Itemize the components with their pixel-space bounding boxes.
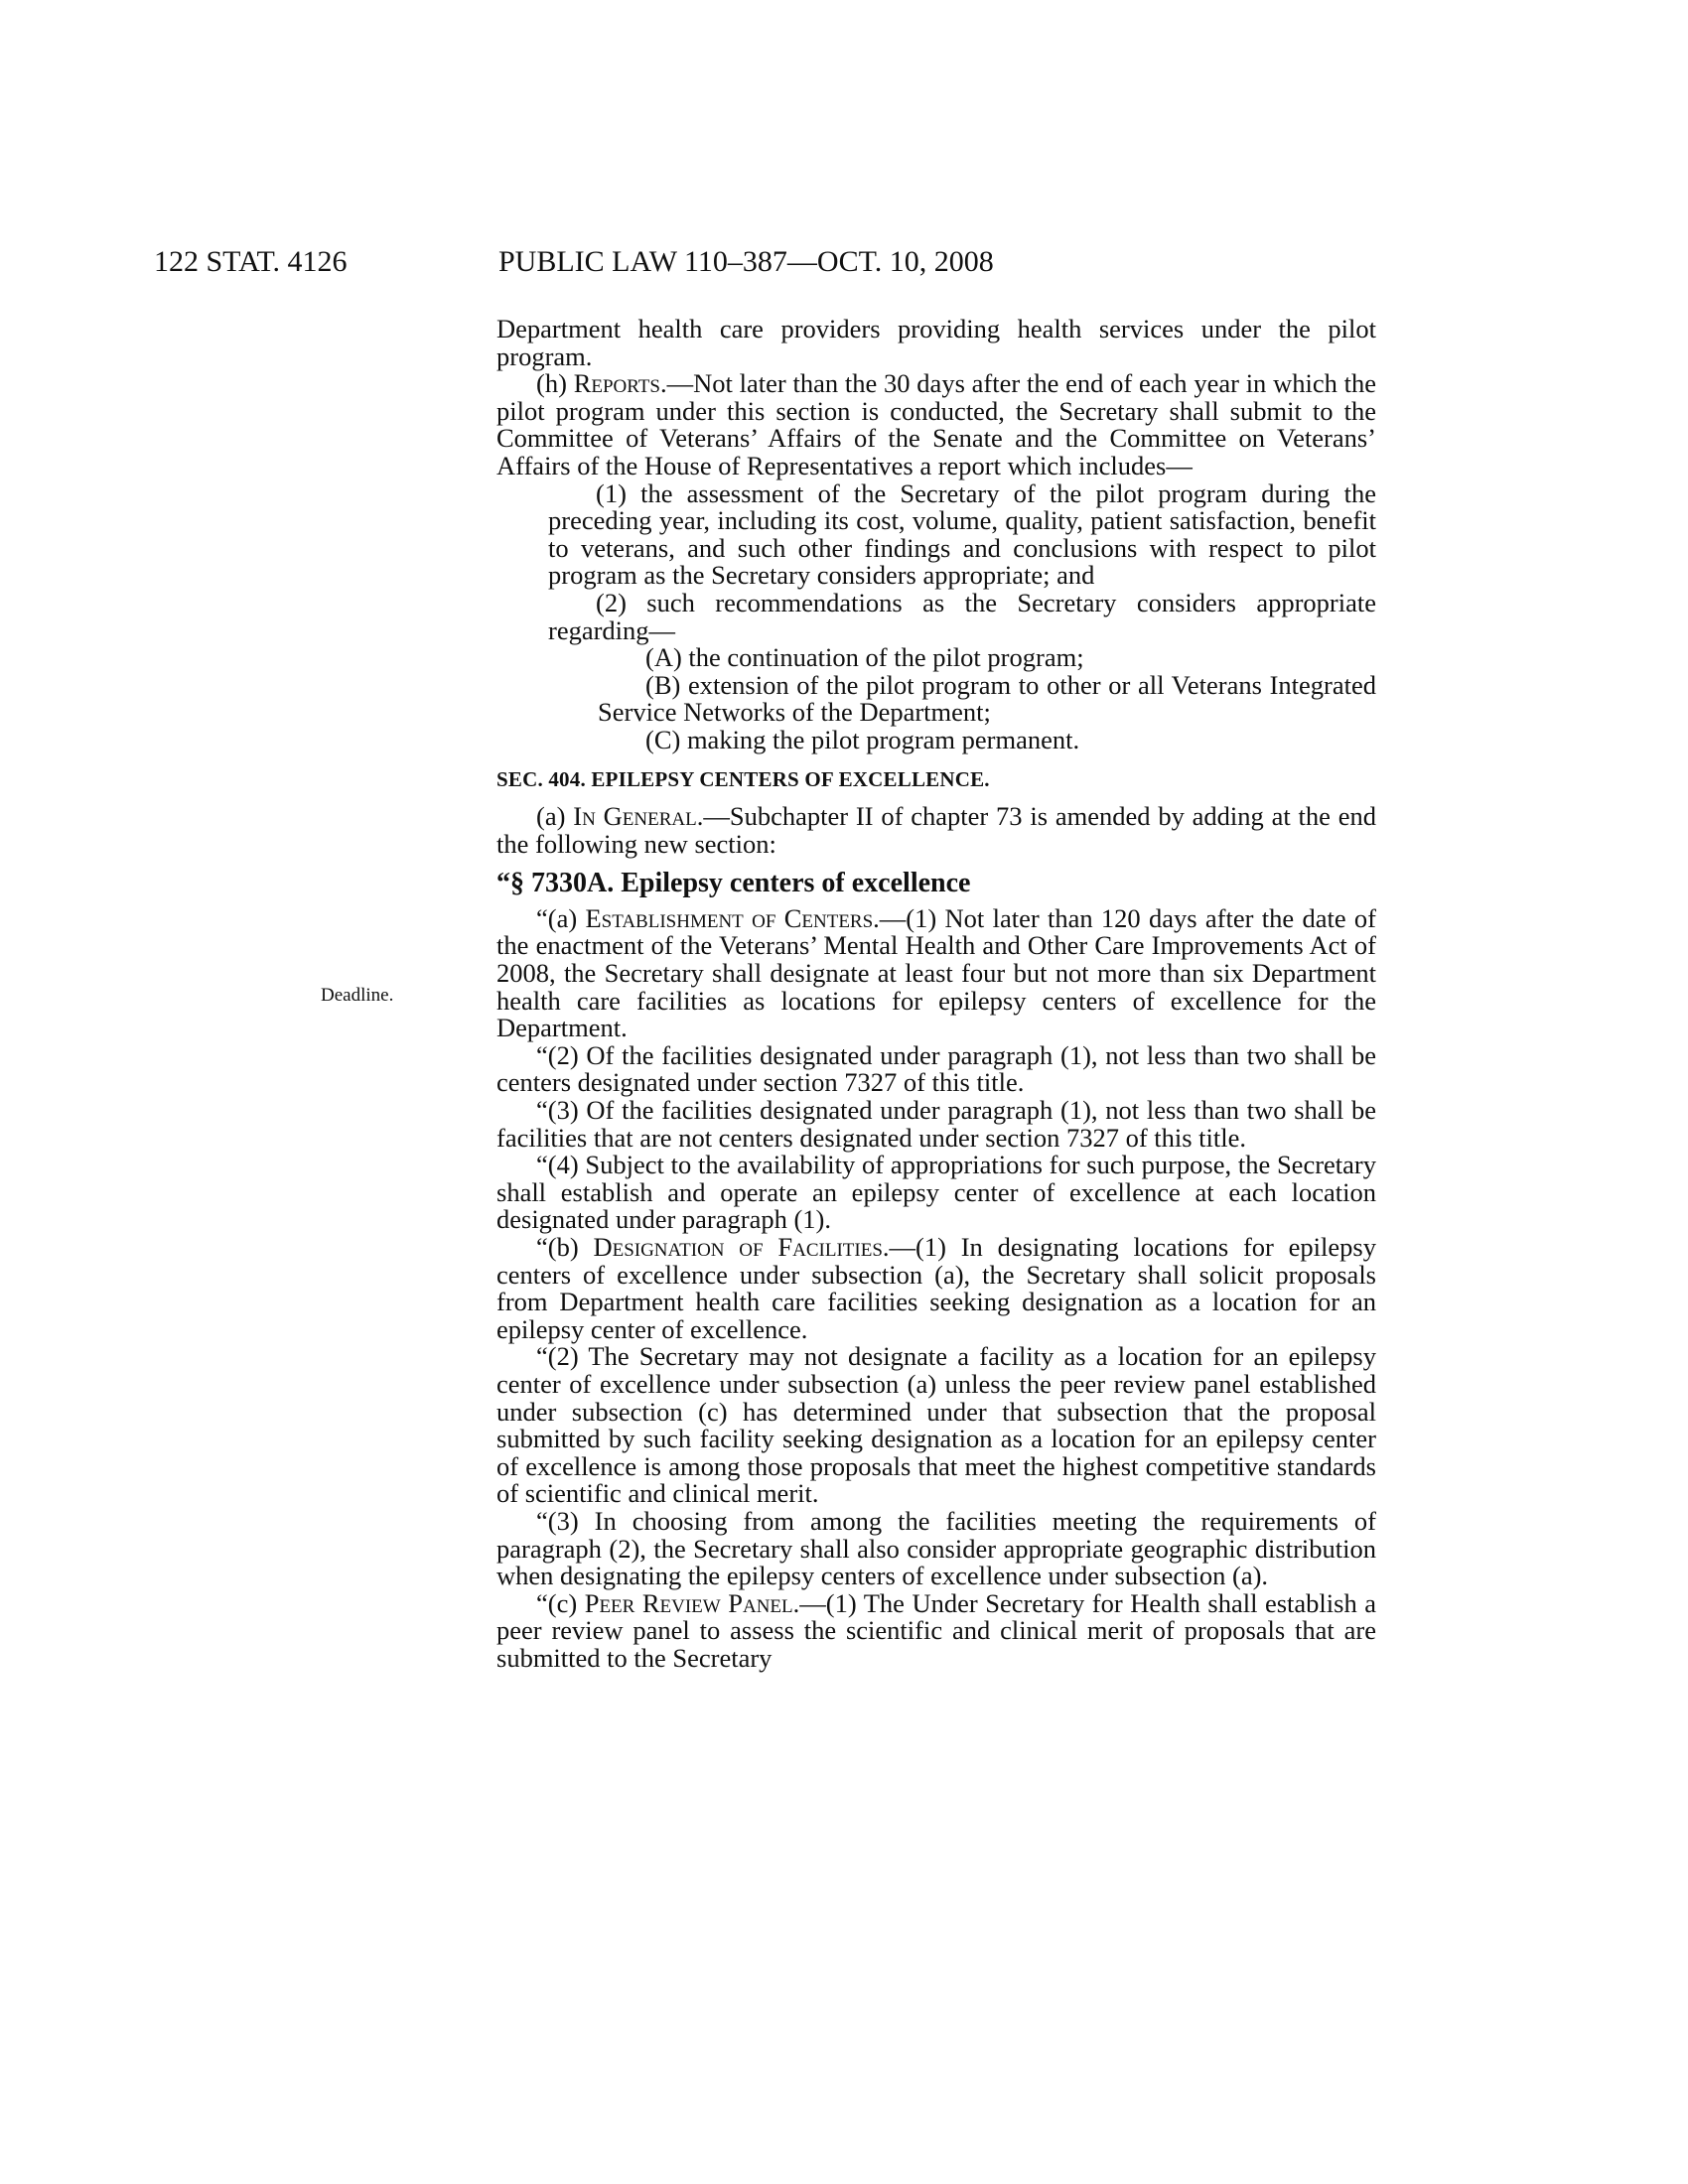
section-404-heading: SEC. 404. EPILEPSY CENTERS OF EXCELLENCE.	[496, 766, 990, 791]
paragraph-b-2: “(2) The Secretary may not designate a facility as a location for an epilepsy center of excellence under subsection (a) unless the peer review panel established under subsection (c) has determined under that subsection that the proposal submitted by such facility seeking designation as a location for an epilepsy center of excellence is among those proposals that meet the highest competitive standards of scientific and clinical merit.	[496, 1341, 1376, 1509]
paragraph-a-3: “(3) Of the facilities designated under paragraph (1), not less than two shall be facilities that are not centers designated under section 7327 of this title.	[496, 1095, 1376, 1153]
subparagraph-h-2-b: (B) extension of the pilot program to other or all Veterans Integrated Service Networks of the Department;	[598, 669, 1376, 728]
subsection-heading: Reports	[573, 368, 660, 399]
paragraph-b-3: “(3) In choosing from among the facilities meeting the requirements of paragraph (2), the Secretary shall also consider appropriate geographic distribution when designating the epilepsy centers of excellence under subsection (a).	[496, 1505, 1376, 1591]
subparagraph-h-2-a: (A) the continuation of the pilot program;	[645, 642, 1084, 673]
subsection-b-designation: “(b) Designation of Facilities.—(1) In designating locations for epilepsy centers of excellence under subsection (a), the Secretary shall solicit proposals from Department health care facilities seeking designation as a location for an epilepsy center of excellence.	[496, 1232, 1376, 1344]
paragraph-a-2: “(2) Of the facilities designated under paragraph (1), not less than two shall be centers designated under section 7327 of this title.	[496, 1039, 1376, 1098]
subsection-a-establishment: “(a) Establishment of Centers.—(1) Not later than 120 days after the date of the enactment of the Veterans’ Mental Health and Other Care Improvements Act of 2008, the Secretary shall designate at least four but not more than six Department health care facilities as locations for epilepsy centers of excellence for the Department.	[496, 902, 1376, 1043]
subsection-heading: Designation of Facilities	[593, 1232, 883, 1262]
margin-note-deadline: Deadline.	[321, 985, 394, 1006]
subsection-c-peer-review: “(c) Peer Review Panel.—(1) The Under Secretary for Health shall establish a peer review panel to assess the scientific and clinical merit of proposals that are submitted to the Secretary	[496, 1587, 1376, 1673]
public-law-title: PUBLIC LAW 110–387—OCT. 10, 2008	[498, 245, 994, 278]
subparagraph-h-2-c: (C) making the pilot program permanent.	[645, 724, 1080, 754]
subsection-h-reports: (h) Reports.—Not later than the 30 days after the end of each year in which the pilot program under this section is conducted, the Secretary shall submit to the Committee of Veterans’ Affairs of the Senate and the Committee on Veterans’ Affairs of the House of Representatives a report which includes—	[496, 368, 1377, 480]
subsection-heading: In General	[573, 801, 697, 832]
paragraph-a-4: “(4) Subject to the availability of appropriations for such purpose, the Secretary shall establish and operate an epilepsy center of excellence at each location designated under paragraph (1).	[496, 1150, 1376, 1235]
subsection-heading: Peer Review Panel	[584, 1587, 793, 1618]
new-section-7330a-heading: “§ 7330A. Epilepsy centers of excellence	[496, 868, 971, 899]
paragraph-h-2: (2) such recommendations as the Secretary considers appropriate regarding—	[548, 587, 1376, 645]
statute-page-number: 122 STAT. 4126	[154, 245, 348, 278]
paragraph-h-1: (1) the assessment of the Secretary of the pilot program during the preceding year, including its cost, volume, quality, patient satisfaction, benefit to veterans, and such other findings and conclusions with respect to pilot program as the Secretary considers appropriate; and	[548, 478, 1376, 591]
subsection-a-in-general: (a) In General.—Subchapter II of chapter 73 is amended by adding at the end the following new section:	[496, 801, 1377, 859]
continued-paragraph: Department health care providers providing health services under the pilot program.	[496, 314, 1376, 371]
subsection-heading: Establishment of Centers	[585, 902, 874, 933]
document-body	[496, 316, 1376, 1673]
